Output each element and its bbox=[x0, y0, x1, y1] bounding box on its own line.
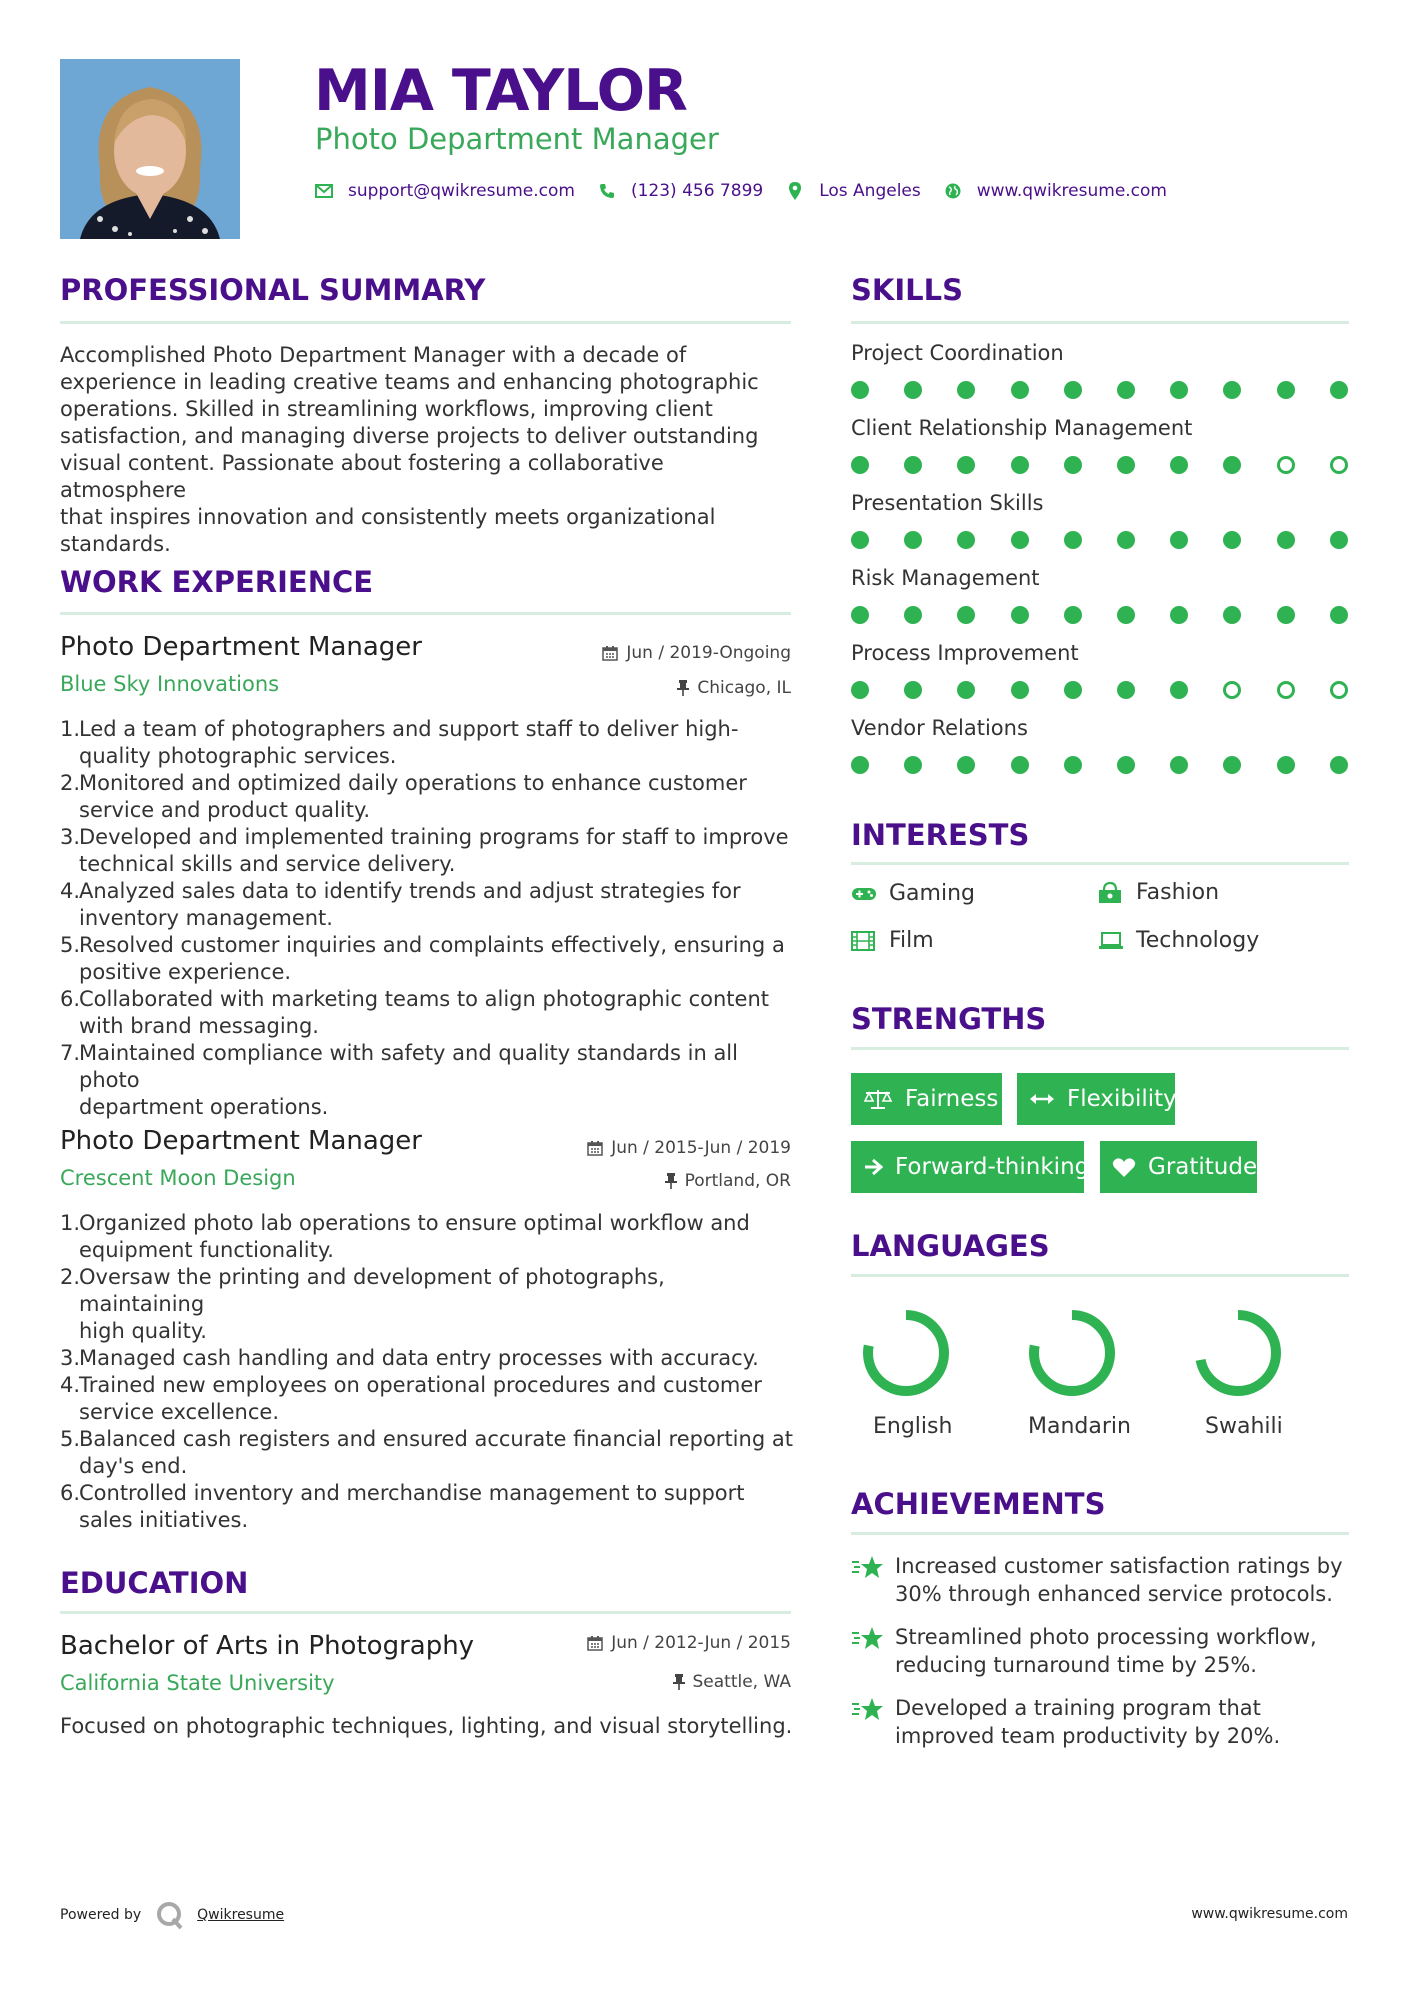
achievements-divider bbox=[851, 1532, 1349, 1535]
footer-brand-link[interactable]: Qwikresume bbox=[197, 1907, 285, 1923]
contact-bar bbox=[314, 178, 1189, 204]
star-icon bbox=[851, 1552, 895, 1608]
star-icon bbox=[851, 1623, 895, 1679]
list-item: 5. Balanced cash registers and ensured accurate financial reporting at day's end. bbox=[60, 1427, 793, 1478]
arrow-right-icon bbox=[863, 1158, 883, 1176]
skill-dot-filled bbox=[1117, 381, 1135, 399]
skills-heading: SKILLS bbox=[851, 273, 963, 307]
list-item: 2. Oversaw the printing and development of photographs, maintaining high quality. bbox=[60, 1265, 665, 1343]
skill-dot-empty bbox=[1277, 456, 1295, 474]
skill-dot-filled bbox=[1011, 681, 1029, 699]
pin-icon bbox=[665, 1173, 677, 1189]
strength-tag: Flexibility bbox=[1017, 1073, 1175, 1125]
skill-dot-filled bbox=[1117, 681, 1135, 699]
job-responsibilities bbox=[60, 716, 795, 1121]
skill-label: Risk Management bbox=[851, 566, 1040, 590]
skill-dot-filled bbox=[1064, 756, 1082, 774]
calendar-icon bbox=[587, 1140, 603, 1156]
skill-dot-filled bbox=[1117, 531, 1135, 549]
job-company: Crescent Moon Design bbox=[60, 1166, 296, 1190]
list-item: 7. Maintained compliance with safety and quality standards in all photo department operations. bbox=[60, 1041, 738, 1119]
calendar-icon bbox=[587, 1635, 603, 1651]
list-item: 4. Analyzed sales data to identify trends and adjust strategies for inventory management. bbox=[60, 879, 741, 930]
skill-dot-filled bbox=[904, 531, 922, 549]
skill-dot-filled bbox=[851, 456, 869, 474]
experience-heading: WORK EXPERIENCE bbox=[60, 565, 374, 599]
skill-dot-filled bbox=[1223, 756, 1241, 774]
skill-dot-empty bbox=[1330, 681, 1348, 699]
job-dates: Jun / 2019-Ongoing bbox=[602, 643, 791, 663]
job-header bbox=[60, 632, 791, 702]
contact-website[interactable]: www.qwikresume.com bbox=[976, 181, 1167, 201]
heart-icon bbox=[1112, 1157, 1136, 1178]
skill-dot-filled bbox=[1011, 756, 1029, 774]
skill-dot-filled bbox=[904, 456, 922, 474]
list-item: 5. Resolved customer inquiries and complaints effectively, ensuring a positive experience. bbox=[60, 933, 785, 984]
language-arc bbox=[1200, 1315, 1276, 1391]
job-dates: Jun / 2015-Jun / 2019 bbox=[587, 1138, 791, 1158]
skill-dot-filled bbox=[851, 531, 869, 549]
language-ring bbox=[1183, 1298, 1293, 1408]
profile-photo bbox=[60, 59, 240, 239]
footer-url[interactable]: www.qwikresume.com bbox=[1191, 1906, 1348, 1922]
skill-rating bbox=[851, 381, 1349, 401]
skill-dot-filled bbox=[1277, 531, 1295, 549]
interest-item: Technology bbox=[1098, 928, 1259, 953]
skill-dot-filled bbox=[1170, 756, 1188, 774]
language-label: Mandarin bbox=[1028, 1414, 1131, 1439]
skills-divider bbox=[851, 321, 1349, 324]
skill-dot-filled bbox=[1170, 681, 1188, 699]
calendar-icon bbox=[602, 645, 618, 661]
list-item: 6. Controlled inventory and merchandise management to support sales initiatives. bbox=[60, 1481, 745, 1532]
school-name: California State University bbox=[60, 1671, 335, 1695]
skill-dot-filled bbox=[1011, 381, 1029, 399]
skill-dot-filled bbox=[1117, 756, 1135, 774]
skill-dot-filled bbox=[1223, 381, 1241, 399]
skill-dot-filled bbox=[1330, 606, 1348, 624]
skill-dot-filled bbox=[1277, 756, 1295, 774]
skill-dot-filled bbox=[1064, 531, 1082, 549]
job-company: Blue Sky Innovations bbox=[60, 672, 280, 696]
laptop-icon bbox=[1098, 930, 1126, 952]
skill-label: Process Improvement bbox=[851, 641, 1079, 665]
skill-dot-filled bbox=[957, 381, 975, 399]
skill-dot-filled bbox=[851, 606, 869, 624]
globe-icon bbox=[943, 181, 963, 201]
map-marker-icon bbox=[785, 181, 805, 201]
language-label: Swahili bbox=[1205, 1414, 1283, 1439]
degree-title: Bachelor of Arts in Photography bbox=[60, 1631, 475, 1661]
education-location: Seattle, WA bbox=[673, 1672, 792, 1692]
skill-label: Presentation Skills bbox=[851, 491, 1044, 515]
skill-dot-filled bbox=[1223, 606, 1241, 624]
skill-dot-filled bbox=[1064, 456, 1082, 474]
summary-divider bbox=[60, 321, 791, 324]
achievements-heading: ACHIEVEMENTS bbox=[851, 1487, 1106, 1521]
skill-dot-empty bbox=[1223, 681, 1241, 699]
skill-dot-filled bbox=[1277, 381, 1295, 399]
list-item: 1. Led a team of photographers and support staff to deliver high- quality photographic services. bbox=[60, 717, 739, 768]
skill-rating bbox=[851, 456, 1349, 476]
skill-dot-filled bbox=[1330, 381, 1348, 399]
skill-dot-filled bbox=[1117, 456, 1135, 474]
skill-dot-filled bbox=[1011, 606, 1029, 624]
skill-dot-filled bbox=[1064, 606, 1082, 624]
skill-dot-filled bbox=[851, 756, 869, 774]
list-item: 3. Developed and implemented training programs for staff to improve technical skills and service delivery. bbox=[60, 825, 789, 876]
skill-dot-filled bbox=[1011, 531, 1029, 549]
interests-heading: INTERESTS bbox=[851, 818, 1030, 852]
skill-dot-filled bbox=[957, 531, 975, 549]
interests-divider bbox=[851, 862, 1349, 865]
language-ring bbox=[1017, 1298, 1127, 1408]
candidate-title: Photo Department Manager bbox=[315, 122, 719, 156]
summary-heading: PROFESSIONAL SUMMARY bbox=[60, 273, 486, 307]
skill-dot-filled bbox=[1223, 456, 1241, 474]
skill-rating bbox=[851, 756, 1349, 776]
skill-rating bbox=[851, 606, 1349, 626]
contact-email[interactable]: support@qwikresume.com bbox=[348, 181, 575, 201]
education-divider bbox=[60, 1611, 791, 1614]
skill-dot-filled bbox=[851, 681, 869, 699]
language-ring bbox=[851, 1298, 961, 1408]
pin-icon bbox=[677, 680, 689, 696]
footer-powered-by: Powered by Qwikresume bbox=[60, 1900, 284, 1930]
achievement-item: Increased customer satisfaction ratings by 30% through enhanced service protocols. bbox=[851, 1552, 1351, 1608]
strength-tag: Gratitude bbox=[1100, 1141, 1257, 1193]
list-item: 2. Monitored and optimized daily operations to enhance customer service and product quality. bbox=[60, 771, 747, 822]
gamepad-icon bbox=[851, 883, 879, 905]
skill-rating bbox=[851, 681, 1349, 701]
interest-item: Film bbox=[851, 928, 934, 953]
experience-divider bbox=[60, 612, 791, 615]
skill-dot-filled bbox=[1277, 606, 1295, 624]
achievement-item: Developed a training program that improved team productivity by 20%. bbox=[851, 1694, 1351, 1750]
education-entry bbox=[60, 1631, 791, 1701]
skill-dot-filled bbox=[1170, 381, 1188, 399]
job-location: Chicago, IL bbox=[677, 678, 791, 698]
skill-rating bbox=[851, 531, 1349, 551]
language-label: English bbox=[873, 1414, 953, 1439]
skill-dot-filled bbox=[1064, 381, 1082, 399]
skill-dot-filled bbox=[904, 606, 922, 624]
achievement-item: Streamlined photo processing workflow, reducing turnaround time by 25%. bbox=[851, 1623, 1351, 1679]
pin-icon bbox=[673, 1674, 685, 1690]
skill-dot-filled bbox=[1117, 606, 1135, 624]
contact-phone[interactable]: (123) 456 7899 bbox=[630, 181, 764, 201]
skill-dot-filled bbox=[1170, 456, 1188, 474]
skill-label: Client Relationship Management bbox=[851, 416, 1193, 440]
interest-item: Fashion bbox=[1098, 880, 1219, 905]
skill-dot-filled bbox=[904, 756, 922, 774]
language-meter bbox=[1017, 1298, 1127, 1412]
strengths-divider bbox=[851, 1047, 1349, 1050]
job-title: Photo Department Manager bbox=[60, 1126, 422, 1156]
skill-label: Vendor Relations bbox=[851, 716, 1028, 740]
skill-dot-empty bbox=[1330, 456, 1348, 474]
education-dates: Jun / 2012-Jun / 2015 bbox=[587, 1633, 791, 1653]
interest-item: Gaming bbox=[851, 881, 975, 906]
balance-scale-icon bbox=[863, 1088, 893, 1110]
education-heading: EDUCATION bbox=[60, 1566, 249, 1600]
list-item: 1. Organized photo lab operations to ensure optimal workflow and equipment functionality. bbox=[60, 1211, 750, 1262]
skill-dot-filled bbox=[1330, 531, 1348, 549]
candidate-name: MIA TAYLOR bbox=[314, 58, 687, 124]
languages-divider bbox=[851, 1274, 1349, 1277]
job-title: Photo Department Manager bbox=[60, 632, 422, 662]
strength-tag: Fairness bbox=[851, 1073, 1002, 1125]
job-location: Portland, OR bbox=[665, 1171, 791, 1191]
skill-dot-filled bbox=[1170, 531, 1188, 549]
contact-location: Los Angeles bbox=[819, 181, 921, 201]
language-arc bbox=[1034, 1315, 1110, 1391]
skill-dot-filled bbox=[1223, 531, 1241, 549]
job-header bbox=[60, 1126, 791, 1196]
film-icon bbox=[851, 930, 879, 952]
skill-dot-filled bbox=[904, 681, 922, 699]
language-meter bbox=[1183, 1298, 1293, 1412]
skill-dot-filled bbox=[1064, 681, 1082, 699]
list-item: 6. Collaborated with marketing teams to align photographic content with brand messaging. bbox=[60, 987, 769, 1038]
list-item: 3. Managed cash handling and data entry processes with accuracy. bbox=[60, 1346, 759, 1370]
skill-dot-empty bbox=[1277, 681, 1295, 699]
skill-dot-filled bbox=[1170, 606, 1188, 624]
language-meter bbox=[851, 1298, 961, 1412]
skill-dot-filled bbox=[957, 456, 975, 474]
summary-text: Accomplished Photo Department Manager with a decade of experience in leading creative teams and enhancing photographic operations. Skilled in streamlining workflows, improving client satisfaction, and managing diverse projects to deliver outstanding visual content. Passionate about fostering a collaborative atmosphere that inspires innovation and consistently meets organizational standards. bbox=[60, 343, 759, 556]
skill-dot-filled bbox=[1330, 756, 1348, 774]
skill-dot-filled bbox=[957, 606, 975, 624]
skill-dot-filled bbox=[904, 381, 922, 399]
skill-dot-filled bbox=[957, 681, 975, 699]
qwikresume-logo-icon bbox=[155, 1900, 185, 1930]
skill-label: Project Coordination bbox=[851, 341, 1064, 365]
shopping-bag-icon bbox=[1098, 882, 1126, 904]
phone-icon bbox=[597, 181, 617, 201]
strengths-heading: STRENGTHS bbox=[851, 1002, 1047, 1036]
arrows-horizontal-icon bbox=[1029, 1092, 1055, 1106]
language-arc bbox=[868, 1315, 944, 1391]
job-responsibilities bbox=[60, 1210, 795, 1534]
skill-dot-filled bbox=[957, 756, 975, 774]
strength-tag: Forward-thinking bbox=[851, 1141, 1084, 1193]
star-icon bbox=[851, 1694, 895, 1750]
skill-dot-filled bbox=[851, 381, 869, 399]
languages-heading: LANGUAGES bbox=[851, 1229, 1050, 1263]
list-item: 4. Trained new employees on operational procedures and customer service excellence. bbox=[60, 1373, 762, 1424]
skill-dot-filled bbox=[1011, 456, 1029, 474]
envelope-icon bbox=[314, 181, 334, 201]
education-note: Focused on photographic techniques, lighting, and visual storytelling. bbox=[60, 1714, 793, 1738]
